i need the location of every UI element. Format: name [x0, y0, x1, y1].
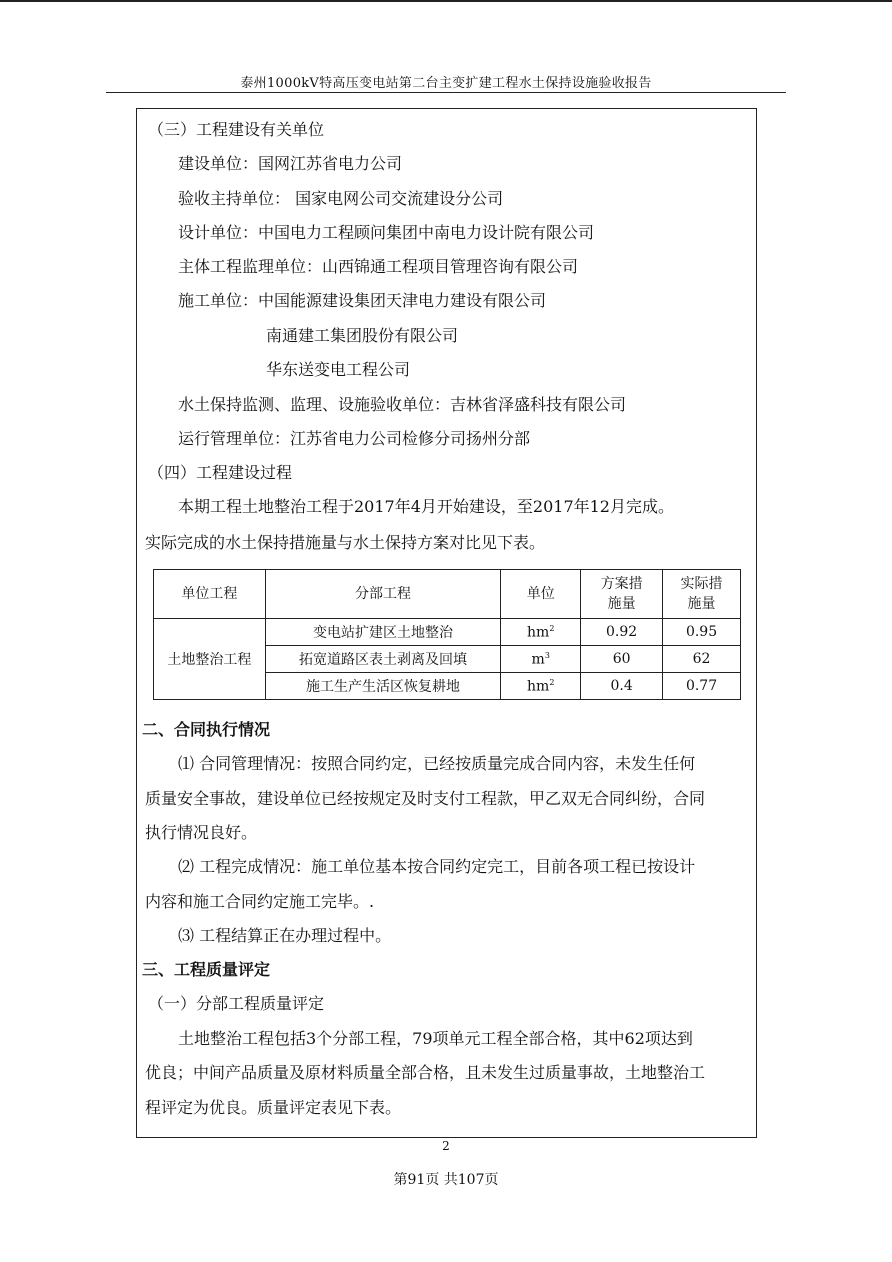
- unit-superscript: 2: [549, 623, 555, 633]
- actual-cell: 0.77: [663, 673, 741, 700]
- quality-sub-heading: （一）分部工程质量评定: [148, 994, 325, 1013]
- section-heading-units: （三）工程建设有关单位: [148, 120, 325, 139]
- contract-p2-line-2: 内容和施工合同约定施工完毕。.: [145, 892, 375, 911]
- process-paragraph-line-1: 本期工程土地整治工程于2017年4月开始建设，至2017年12月完成。: [178, 497, 674, 516]
- construction-unit: 建设单位：国网江苏省电力公司: [178, 154, 403, 173]
- header-unit-project: 单位工程: [154, 570, 266, 619]
- unit-text: hm: [527, 678, 550, 695]
- sub-project-cell: 施工生产生活区恢复耕地: [265, 673, 501, 700]
- unit-project-cell: 土地整治工程: [154, 619, 266, 700]
- table-row: [154, 619, 741, 646]
- contract-p1-line-2: 质量安全事故，建设单位已经按规定及时支付工程款，甲乙双无合同纠纷，合同: [145, 789, 706, 808]
- process-paragraph-line-2: 实际完成的水土保持措施量与水土保持方案对比见下表。: [145, 533, 546, 552]
- unit-superscript: 2: [549, 677, 555, 687]
- planned-cell: 60: [581, 646, 663, 673]
- header-rule: [106, 92, 786, 93]
- unit-cell: [501, 646, 581, 673]
- unit-cell: [501, 619, 581, 646]
- quality-line-2: 优良；中间产品质量及原材料质量全部合格，且未发生过质量事故，土地整治工: [145, 1063, 706, 1082]
- header-planned-text: 方案措施量: [600, 576, 643, 612]
- inner-page-number: 2: [442, 1139, 450, 1153]
- page-footer: 第91页 共107页: [393, 1172, 499, 1188]
- header-planned: [581, 570, 663, 619]
- unit-text: m: [531, 651, 545, 668]
- planned-cell: 0.4: [581, 673, 663, 700]
- quality-line-3: 程评定为优良。质量评定表见下表。: [145, 1098, 402, 1117]
- sub-project-cell: 拓宽道路区表土剥离及回填: [265, 646, 501, 673]
- report-header: 泰州1000kV特高压变电站第二台主变扩建工程水土保持设施验收报告: [240, 76, 652, 91]
- operation-unit: 运行管理单位：江苏省电力公司检修分司扬州分部: [178, 429, 531, 448]
- header-actual-text: 实际措施量: [680, 576, 723, 612]
- planned-cell: 0.92: [581, 619, 663, 646]
- design-unit: 设计单位：中国电力工程顾问集团中南电力设计院有限公司: [178, 223, 595, 242]
- quality-heading: 三、工程质量评定: [142, 960, 271, 979]
- section-heading-process: （四）工程建设过程: [148, 463, 293, 482]
- contract-p3: ⑶ 工程结算正在办理过程中。: [178, 926, 392, 945]
- builder-unit-1: 施工单位：中国能源建设集团天津电力建设有限公司: [178, 291, 547, 310]
- measures-table: [153, 569, 741, 700]
- unit-cell: [501, 673, 581, 700]
- contract-heading: 二、合同执行情况: [142, 720, 271, 739]
- unit-text: hm: [527, 624, 550, 641]
- acceptance-host-unit: 验收主持单位： 国家电网公司交流建设分公司: [178, 189, 504, 208]
- header-sub-project: 分部工程: [265, 570, 501, 619]
- monitor-unit: 水土保持监测、监理、设施验收单位：吉林省泽盛科技有限公司: [178, 395, 627, 414]
- sub-project-cell: 变电站扩建区土地整治: [265, 619, 501, 646]
- table-header-row: [154, 570, 741, 619]
- header-actual: [663, 570, 741, 619]
- contract-p1-line-3: 执行情况良好。: [145, 823, 258, 842]
- unit-superscript: 3: [544, 650, 550, 660]
- builder-unit-3: 华东送变电工程公司: [266, 360, 411, 379]
- supervision-unit: 主体工程监理单位：山西锦通工程项目管理咨询有限公司: [178, 257, 579, 276]
- top-rule: [0, 0, 892, 2]
- actual-cell: 0.95: [663, 619, 741, 646]
- builder-unit-2: 南通建工集团股份有限公司: [266, 326, 459, 345]
- actual-cell: 62: [663, 646, 741, 673]
- header-unit: 单位: [501, 570, 581, 619]
- quality-line-1: 土地整治工程包括3个分部工程，79项单元工程全部合格，其中62项达到: [178, 1029, 693, 1048]
- contract-p2-line-1: ⑵ 工程完成情况：施工单位基本按合同约定完工，目前各项工程已按设计: [178, 857, 696, 876]
- contract-p1-line-1: ⑴ 合同管理情况：按照合同约定，已经按质量完成合同内容，未发生任何: [178, 754, 696, 773]
